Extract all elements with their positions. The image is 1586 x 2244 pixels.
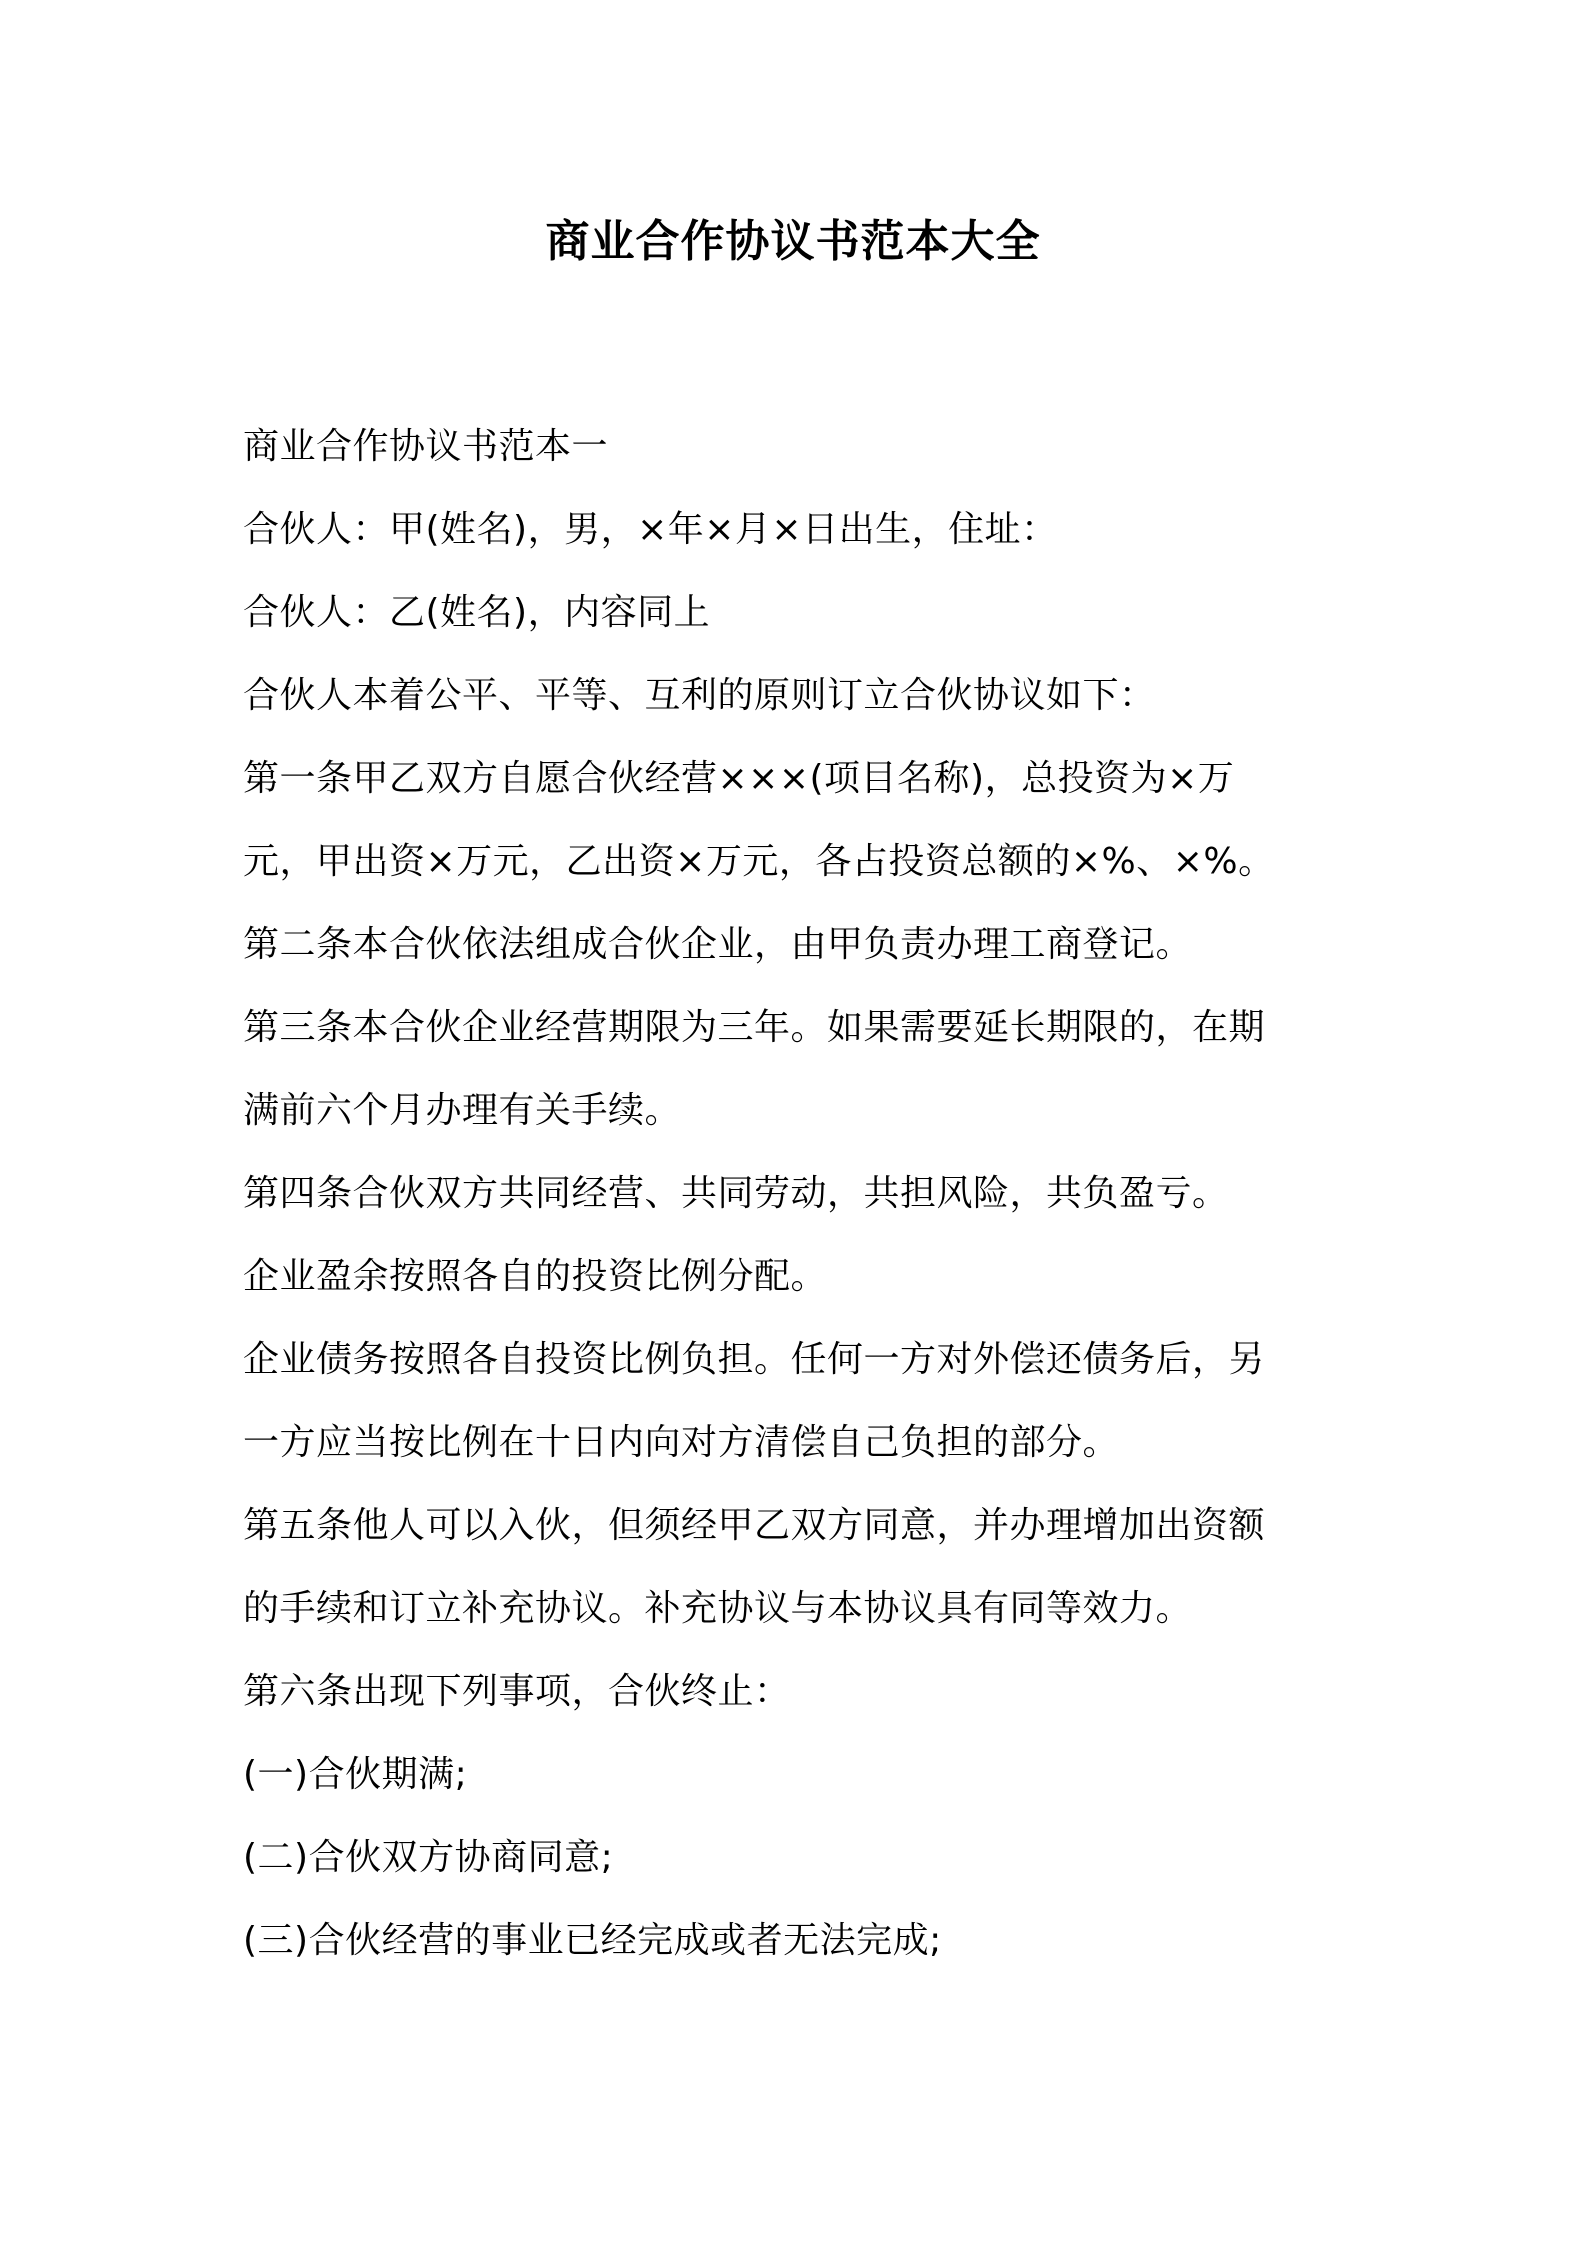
section-heading: 商业合作协议书范本一 bbox=[243, 426, 609, 467]
document-body bbox=[243, 405, 1363, 1982]
debt-line-1: 企业债务按照各自投资比例负担。任何一方对外偿还债务后，另 bbox=[243, 1339, 1266, 1380]
article-5-line-1: 第五条他人可以入伙，但须经甲乙双方同意，并办理增加出资额 bbox=[243, 1505, 1266, 1546]
article-3-line-1: 第三条本合伙企业经营期限为三年。如果需要延长期限的，在期 bbox=[243, 1007, 1266, 1048]
article-3-line-2: 满前六个月办理有关手续。 bbox=[243, 1090, 682, 1131]
article-5-line-2: 的手续和订立补充协议。补充协议与本协议具有同等效力。 bbox=[243, 1588, 1193, 1629]
partner-a-line: 合伙人：甲(姓名)，男，×年×月×日出生，住址： bbox=[243, 509, 1058, 550]
debt-line-2: 一方应当按比例在十日内向对方清偿自己负担的部分。 bbox=[243, 1422, 1120, 1463]
article-4-line: 第四条合伙双方共同经营、共同劳动，共担风险，共负盈亏。 bbox=[243, 1173, 1229, 1214]
document-title: 商业合作协议书范本大全 bbox=[545, 216, 1041, 267]
article-1-line-2: 元，甲出资×万元，乙出资×万元，各占投资总额的×%、×%。 bbox=[243, 841, 1275, 882]
article-6-line: 第六条出现下列事项，合伙终止： bbox=[243, 1671, 791, 1712]
list-item-3: (三)合伙经营的事业已经完成或者无法完成; bbox=[243, 1920, 942, 1961]
list-item-1: (一)合伙期满; bbox=[243, 1754, 468, 1795]
list-item-2: (二)合伙双方协商同意; bbox=[243, 1837, 614, 1878]
profit-distribution-line: 企业盈余按照各自的投资比例分配。 bbox=[243, 1256, 828, 1297]
preamble-line: 合伙人本着公平、平等、互利的原则订立合伙协议如下： bbox=[243, 675, 1156, 716]
article-2-line: 第二条本合伙依法组成合伙企业，由甲负责办理工商登记。 bbox=[243, 924, 1193, 965]
article-1-line-1: 第一条甲乙双方自愿合伙经营×××(项目名称)，总投资为×万 bbox=[243, 758, 1235, 799]
partner-b-line: 合伙人：乙(姓名)，内容同上 bbox=[243, 592, 711, 633]
